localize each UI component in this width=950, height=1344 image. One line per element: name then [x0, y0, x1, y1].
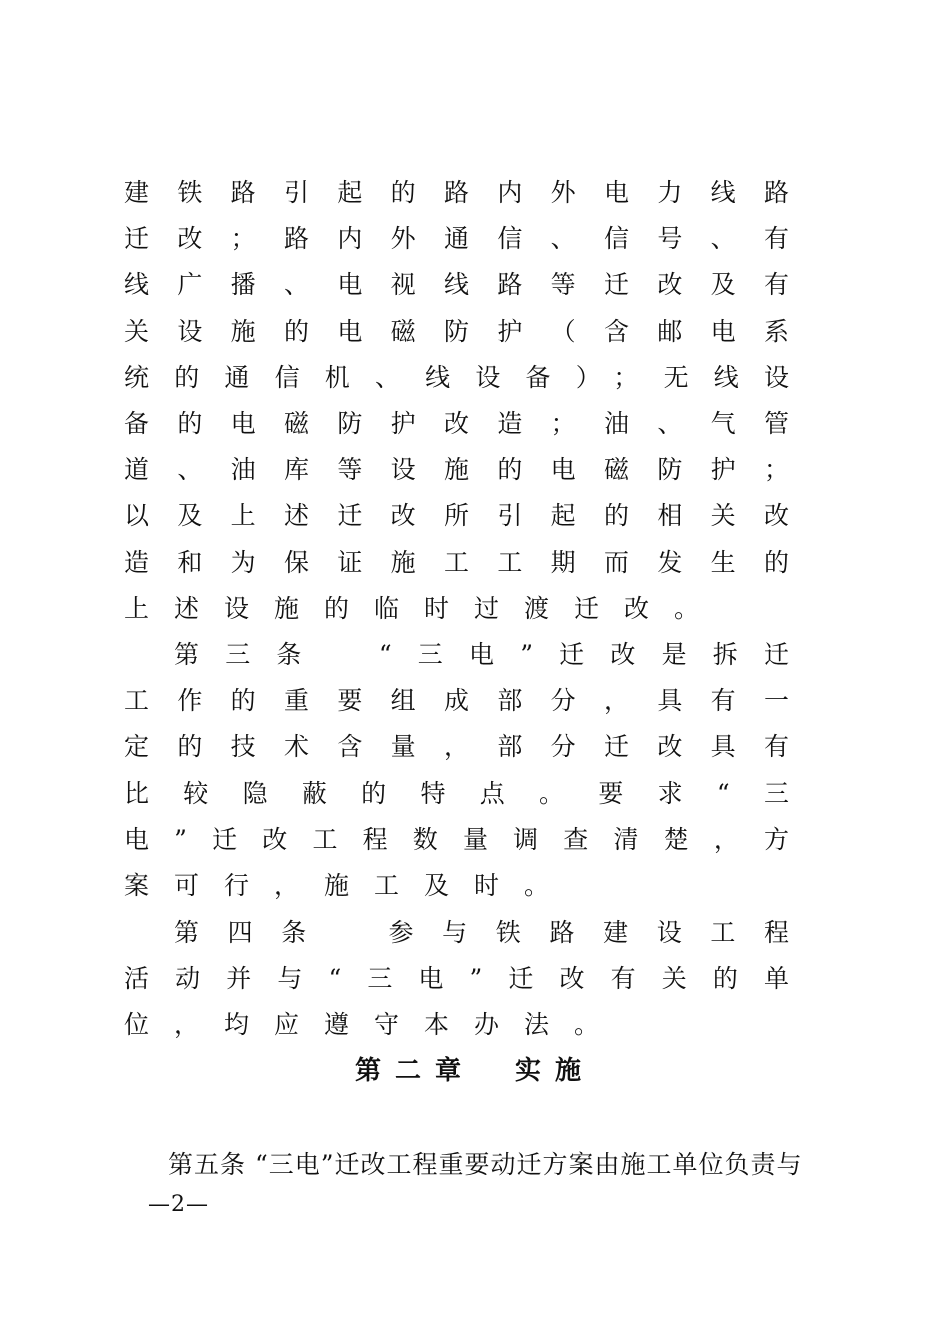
paragraph-article-4: 第四条 参与铁路建设工程活动并与“三电”迁改有关的单位，均应遵守本办法。: [124, 918, 814, 1040]
page-number: —2—: [148, 1192, 209, 1217]
chapter-heading: 第二章 实施: [354, 1056, 595, 1086]
paragraph-article-5: 第五条 “三电”迁改工程重要动迁方案由施工单位负责与: [168, 1150, 803, 1179]
paragraph-continued: 建铁路引起的路内外电力线路迁改；路内外通信、信号、有线广播、电视线路等迁改及有关设施的电磁防护（含邮电系统的通信机、线设备）；无线设备的电磁防护改造；油、气管道、油库等设施的电磁防护；以及上述迁改所引起的相关改造和为保证施工工期而发生的上述设施的临时过渡迁改。: [124, 178, 814, 623]
paragraph-article-3: 第三条 “三电”迁改是拆迁工作的重要组成部分，具有一定的技术含量，部分迁改具有比较隐蔽的特点。要求“三电”迁改工程数量调查清楚，方案可行，施工及时。: [124, 640, 814, 901]
